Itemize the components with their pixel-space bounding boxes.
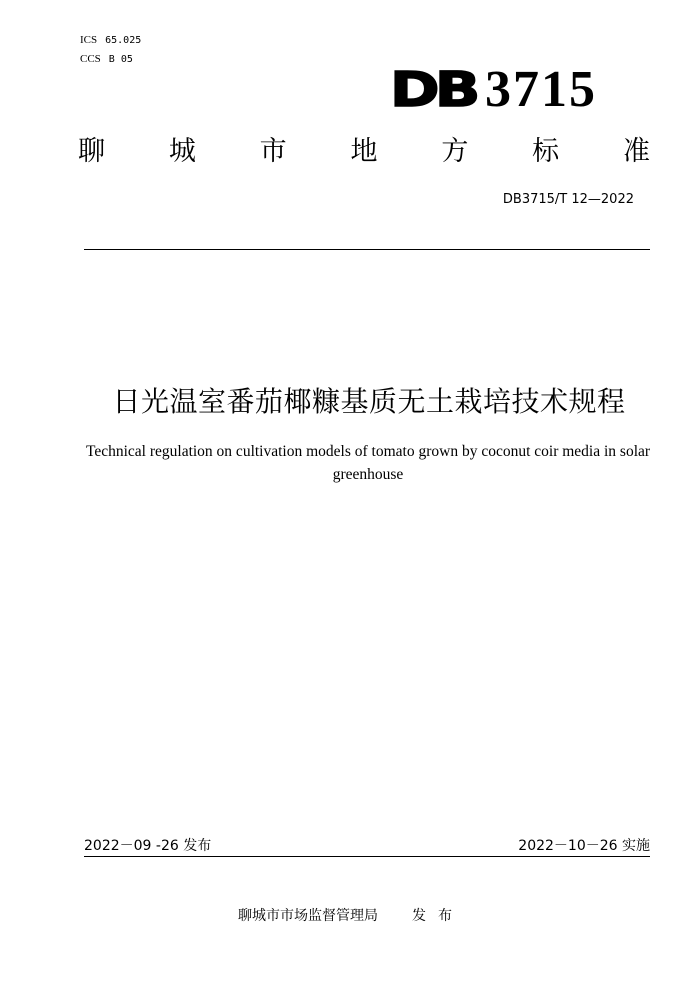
standard-type-char: 方 bbox=[441, 136, 469, 167]
issue-date: 2022－09 -26 发布 bbox=[84, 838, 212, 854]
publisher-line bbox=[238, 905, 464, 925]
standard-type-char: 标 bbox=[532, 136, 560, 167]
document-title-english: Technical regulation on cultivation models of tomato grown by coconut coir media in solar greenhouse bbox=[85, 443, 651, 483]
footer-divider bbox=[84, 856, 650, 857]
db-logo bbox=[389, 61, 597, 118]
publisher-action: 发布 bbox=[412, 908, 464, 924]
standard-number: DB3715/T 12—2022 bbox=[502, 192, 634, 207]
implementation-date: 2022－10－26 实施 bbox=[518, 838, 650, 854]
ccs-classification bbox=[80, 53, 133, 65]
db-logo-prefix: DB bbox=[389, 62, 475, 118]
ics-label: ICS bbox=[80, 34, 98, 46]
header-divider bbox=[84, 249, 650, 250]
standard-type-char: 地 bbox=[350, 136, 378, 167]
standard-type-char: 准 bbox=[622, 136, 650, 167]
standard-type-title bbox=[78, 134, 650, 170]
standard-type-char: 市 bbox=[259, 136, 287, 167]
document-title-chinese: 日光温室番茄椰糠基质无土栽培技术规程 bbox=[112, 385, 626, 418]
standard-type-char: 聊 bbox=[78, 136, 105, 167]
ics-classification bbox=[80, 34, 141, 46]
standard-type-char: 城 bbox=[168, 136, 196, 167]
ics-code: 65.025 bbox=[105, 35, 142, 46]
ccs-label: CCS bbox=[80, 53, 101, 65]
publisher-name: 聊城市市场监督管理局 bbox=[238, 908, 378, 924]
db-logo-number: 3715 bbox=[485, 61, 597, 118]
ccs-code: B 05 bbox=[108, 54, 133, 65]
